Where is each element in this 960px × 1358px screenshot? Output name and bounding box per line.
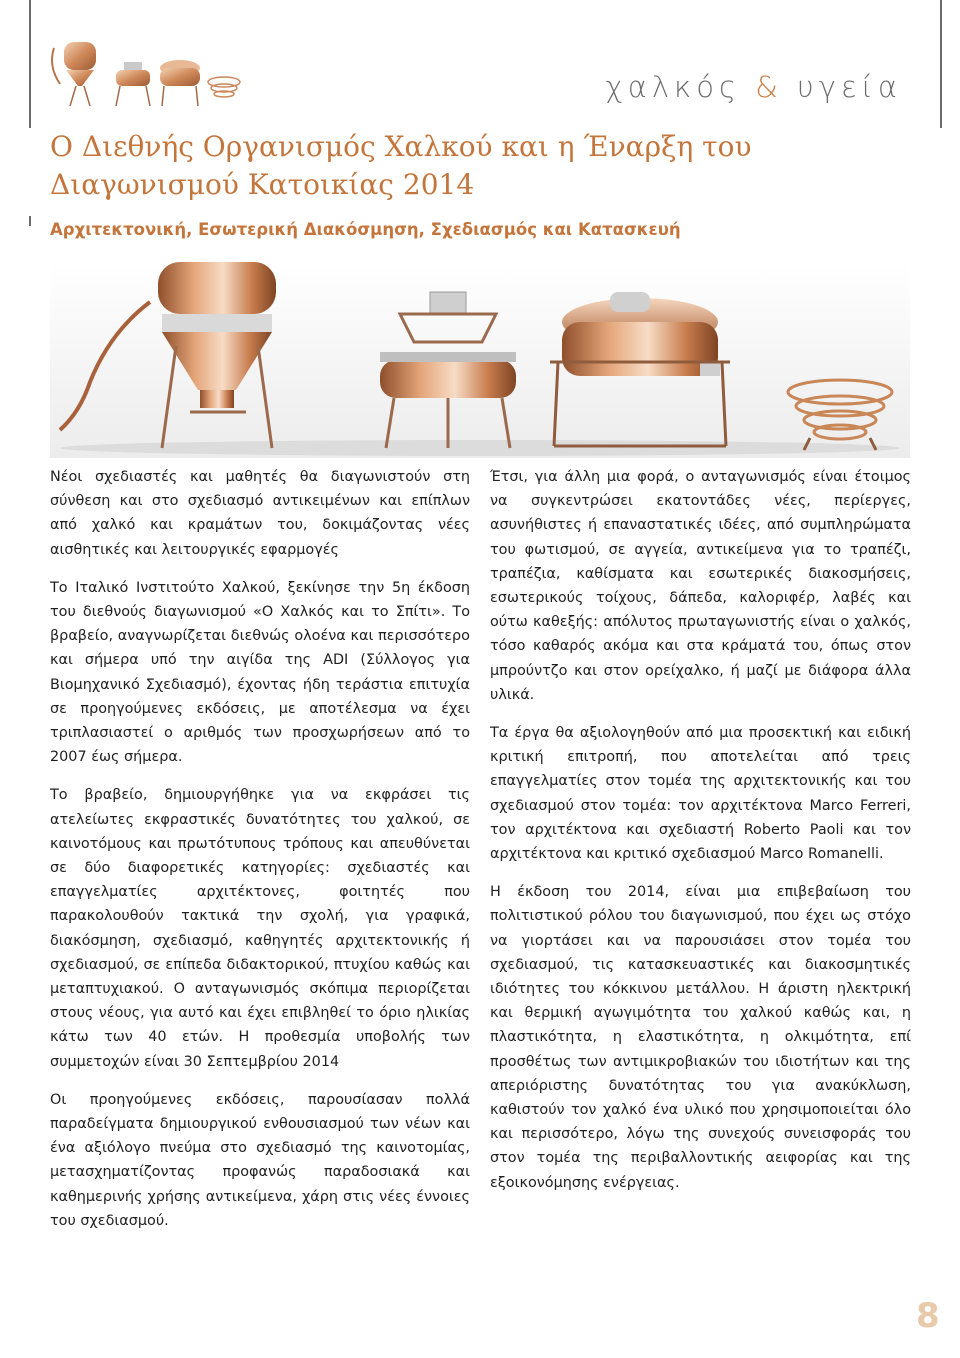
paragraph: Το βραβείο, δημιουργήθηκε για να εκφράσει τις ατελείωτες εκφραστικές δυνατότητες του χαλκού, σε καινοτόμους και πρωτότυπους τρόπους και απευθύνεται σε δύο διαφορετικές κατηγορίες: σχεδιαστές και επαγγελματίες αρχιτέκτονες, φοιτητές που παρακολουθούν τακτικά την σχολή, για γραφικά, διακόσμηση, σχεδιασμό, καθηγητές αρχιτεκτονικής ή σχεδιασμού, σε επίπεδα διδακτορικού, πτυχίου καθώς και μεταπτυχιακού. Ο ανταγωνισμός σκόπιμα περιορίζεται στους νέους, για αυτό και έχει επιβληθεί το όριο ηλικίας κάτω των 40 ετών. Η προθεσμία υποβολής των συμμετοχών είναι 30 Σεπτεμβρίου 2014 (50, 787, 470, 1070)
frame-line-left (29, 0, 31, 128)
thumb-pot (160, 60, 200, 106)
paragraph: Η έκδοση του 2014, είναι μια επιβεβαίωση του πολιτιστικού ρόλου του διαγωνισμού, που έχει ως στόχο να γιορτάσει και να παρουσιάσει στον τομέα του σχεδιασμού, τις κατασκευαστικές και διακοσμητικές ιδιότητες του κόκκινου μετάλλου. Η άριστη ηλεκτρική και θερμική αγωγιμότητα του χαλκού καθώς και, η πλαστικότητα, η ελαστικότητα, η ολκιμότητα, επί προσθέτως των αντιμικροβιακών του ιδιοτήτων και της απεριόριστης δυνατότητας του για ανακύκλωση, καθιστούν τον χαλκό ένα υλικό που χρησιμοποιείται όλο και περισσότερο, λόγω της συνεχούς συνεισφοράς του στον τομέα της περιβαλλοντικής αειφορίας και της εξοικονόμησης ενέργειας. (490, 884, 911, 1191)
thumb-kettle (52, 42, 96, 106)
paragraph: Οι προηγούμενες εκδόσεις, παρουσίασαν πολλά παραδείγματα δημιουργικού ενθουσιασμού των νέων και ένα αξιόλογο πνεύμα στο σχεδιασμό της καινοτομίας, μετασχηματίζοντας προφανώς παραδοσιακά και καθημερινής χρήσης αντικείμενα, χάρη στις νέες έννοιες του σχεδιασμού. (50, 1091, 470, 1229)
left-column (50, 465, 470, 1247)
right-column (490, 465, 911, 1209)
frame-line-right (940, 0, 942, 128)
hero-image (50, 262, 910, 458)
thumbnail-strip (46, 26, 241, 110)
article-title: Ο Διεθνής Οργανισμός Χαλκού και η Έναρξη του Διαγωνισμού Κατοικίας 2014 (50, 130, 752, 201)
paragraph: Το Ιταλικό Ινστιτούτο Χαλκού, ξεκίνησε την 5η έκδοση του διεθνούς διαγωνισμού «Ο Χαλκός και το Σπίτι». Το βραβείο, αναγνωρίζεται διεθνώς ολοένα και περισσότερο και σήμερα υπό την αιγίδα της ADI (Σύλλογος για Βιομηχανικό Σχεδιασμό), έχοντας ήδη τεράστια επιτυχία σε προηγούμενες εκδόσεις, με αποτέλεσμα να έχει τριπλασιαστεί ο αριθμός των προσχωρήσεων από το 2007 έως σήμερα. (50, 579, 470, 766)
section-tag-prefix: χαλκός (605, 70, 756, 104)
frame-line-left-lower (29, 216, 31, 226)
section-tag-suffix: υγεία (782, 70, 902, 104)
thumb-coil (208, 77, 240, 97)
section-tag (606, 70, 902, 104)
section-tag-ampersand: & (755, 70, 783, 104)
thumb-burner (116, 62, 150, 106)
paragraph: Έτσι, για άλλη μια φορά, ο ανταγωνισμός είναι έτοιμος να συγκεντρώσει εκατοντάδες νέες, περίεργες, ασυνήθιστες ή επαναστατικές ιδέες, από συμπληρώματα του φωτισμού, σε αγγεία, αντικείμενα για το τραπέζι, τραπέζια, καθίσματα και εσωτερικές διακοσμήσεις, εσωτερικούς τοίχους, δάπεδα, καλοριφέρ, λαβές και ούτω καθεξής: απόλυτος πρωταγωνιστής είναι ο χαλκός, τόσο καθαρός ακόμα και στα κράματά του, όπως στον μπρούντζο και στον ορείχαλκο, ή μαζί με διάφορα άλλα υλικά. (490, 469, 911, 703)
article-subtitle: Αρχιτεκτονική, Εσωτερική Διακόσμηση, Σχεδιασμός και Κατασκευή (50, 220, 681, 239)
paragraph: Τα έργα θα αξιολογηθούν από μια προσεκτική και ειδική κριτική επιτροπή, που αποτελείται από τρεις επαγγελματίες στον τομέα της αρχιτεκτονικής και του σχεδιασμού στον τομέα: τον αρχιτέκτονα Marco Ferreri, τον αρχιτέκτονα και σχεδιαστή Roberto Paoli και τον αρχιτέκτονα και κριτικό σχεδιασμού Marco Romanelli. (490, 725, 911, 863)
paragraph: Νέοι σχεδιαστές και μαθητές θα διαγωνιστούν στη σύνθεση και στο σχεδιασμό αντικειμένων και επίπλων από χαλκό και κραμάτων του, δοκιμάζοντας νέες αισθητικές και λειτουργικές εφαρμογές (50, 469, 470, 558)
page-number: 8 (916, 1296, 940, 1336)
